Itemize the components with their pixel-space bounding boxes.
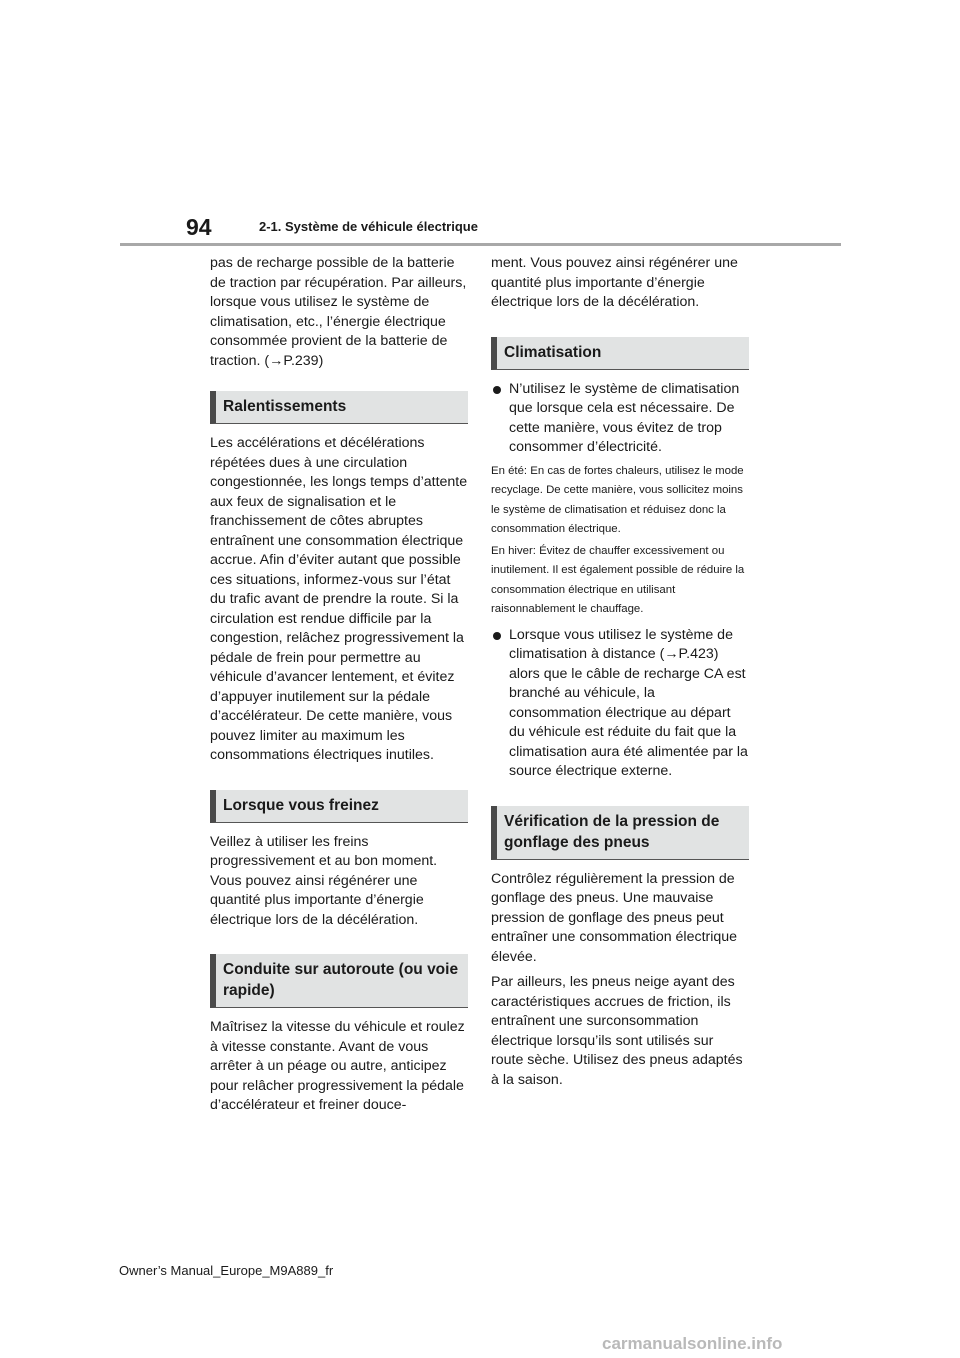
- air-conditioning-list-2: [491, 626, 749, 782]
- list-item: [491, 380, 749, 458]
- air-conditioning-list-1: [491, 380, 749, 458]
- left-column: [210, 254, 468, 1116]
- paragraph-tire-pressure-2: Par ailleurs, les pneus neige ayant des caractéristiques accrues de friction, ils entraînent une surconsommation électrique lorsqu’ils sont utilisés sur route sèche. Utilisez des pneus adaptés à la saison.: [491, 974, 743, 1088]
- section-title: 2-1. Système de véhicule électrique: [259, 219, 478, 234]
- page-number: 94: [186, 214, 212, 240]
- right-column: [491, 254, 749, 1090]
- bullet-text: N’utilisez le système de climatisation que lorsque cela est nécessaire. De cette manière, vous évitez de trop consommer d’électricité.: [509, 380, 740, 455]
- heading-slowdowns: Ralentissements: [210, 391, 468, 424]
- intro-paragraph: pas de recharge possible de la batterie de traction par récupération. Par ailleurs, lorsque vous utilisez le système de climatisation, etc., l’énergie électrique consommée provient de la batterie de traction. (→P.239): [210, 255, 467, 369]
- paragraph-tire-pressure-1: Contrôlez régulièrement la pression de gonflage des pneus. Une mauvaise pression de gonflage des pneus peut entraîner une consommation électrique élevée.: [491, 870, 738, 965]
- heading-air-conditioning: Climatisation: [491, 337, 749, 370]
- continuation-paragraph: ment. Vous pouvez ainsi régénérer une quantité plus importante d’énergie électrique lors de la décélération.: [491, 255, 738, 310]
- bullet-dot-icon: [493, 386, 501, 394]
- watermark: carmanualsonline.info: [602, 1334, 783, 1353]
- paragraph-slowdowns: Les accélérations et décélérations répétées dues à une circulation congestionnée, les longs temps d’attente aux feux de signalisation et le franchissement de côtes abruptes entraînent une consommation électrique accrue. Afin d’éviter autant que possible ces situations, informez-vous sur l’état du trafic avant de prendre la route. Si la circulation est rendue difficile par la congestion, relâchez progressivement la pédale de frein pour permettre au véhicule d’avancer lentement, et évitez d’appuyer inutilement sur la pédale d’accélérateur. De cette manière, vous pouvez limiter au maximum les consommations électriques inutiles.: [210, 435, 468, 763]
- bullet-text: Lorsque vous utilisez le système de climatisation à distance (→P.423) alors que le câble de recharge CA est branché au véhicule, la consommation électrique au départ du véhicule est réduite du fait que la climatisation aura été alimentée par la source électrique externe.: [509, 626, 748, 779]
- paragraph-braking: Veillez à utiliser les freins progressivement et au bon moment. Vous pouvez ainsi régénérer une quantité plus importante d’énergie électrique lors de la décélération.: [210, 833, 438, 928]
- winter-note: En hiver: Évitez de chauffer excessivement ou inutilement. Il est également possible de réduire la consommation électrique en utilisant raisonnablement le chauffage.: [491, 544, 745, 615]
- paragraph-highway: Maîtrisez la vitesse du véhicule et roulez à vitesse constante. Avant de vous arrêter à un péage ou autre, anticipez pour relâcher progressivement la pédale d’accélérateur et freiner douce-: [210, 1019, 465, 1113]
- footer-manual-id: Owner’s Manual_Europe_M9A889_fr: [119, 1263, 334, 1278]
- heading-braking: Lorsque vous freinez: [210, 790, 468, 823]
- list-item: [491, 626, 749, 782]
- heading-highway: Conduite sur autoroute (ou voie rapide): [210, 954, 468, 1008]
- bullet-dot-icon: [493, 632, 501, 640]
- heading-tire-pressure: Vérification de la pression de gonflage des pneus: [491, 806, 749, 860]
- summer-note: En été: En cas de fortes chaleurs, utilisez le mode recyclage. De cette manière, vous sollicitez moins le système de climatisation et réduisez donc la consommation électrique.: [491, 464, 744, 535]
- header-divider: [120, 243, 841, 246]
